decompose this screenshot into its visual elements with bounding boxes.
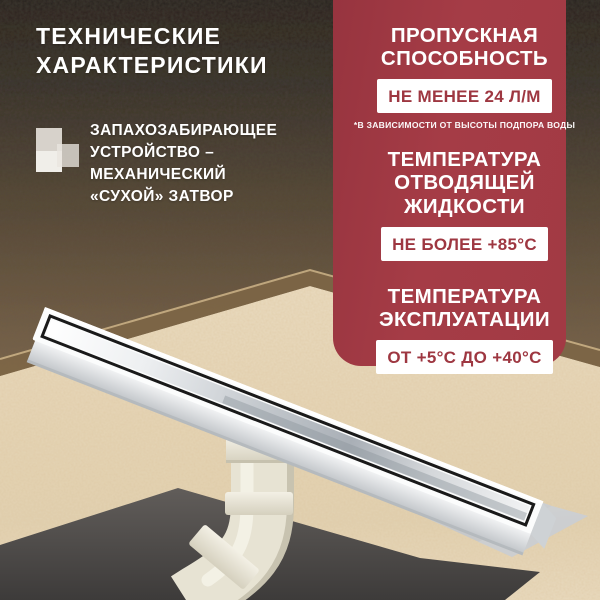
page-title — [36, 22, 268, 80]
spec-flow-capacity — [353, 24, 576, 131]
spec-heading: ТЕМПЕРАТУРА ЭКСПЛУАТАЦИИ — [378, 284, 551, 331]
spec-heading: ПРОПУСКНАЯ СПОСОБНОСТЬ — [380, 24, 549, 71]
spec-footnote: *В ЗАВИСИМОСТИ ОТ ВЫСОТЫ ПОДПОРА ВОДЫ — [353, 120, 576, 131]
spec-value-badge: НЕ МЕНЕЕ 24 Л/М — [377, 79, 551, 113]
spec-operating-temperature — [377, 285, 552, 374]
spec-heading: ТЕМПЕРАТУРА ОТВОДЯЩЕЙ ЖИДКОСТИ — [387, 148, 542, 218]
feature-text-line: УСТРОЙСТВО – — [90, 144, 215, 161]
feature-text-line: МЕХАНИЧЕСКИЙ — [90, 166, 227, 183]
dry-trap-icon — [30, 126, 78, 174]
page-title-line1: ТЕХНИЧЕСКИЕ — [36, 23, 222, 49]
feature-text-line: «СУХОЙ» ЗАТВОР — [90, 188, 234, 205]
spec-value-badge: НЕ БОЛЕЕ +85°С — [381, 227, 548, 261]
spec-liquid-temperature — [377, 148, 552, 260]
specs-panel — [333, 0, 576, 368]
spec-value-badge: ОТ +5°С ДО +40°С — [376, 340, 552, 374]
pipe-collar-mid — [225, 492, 293, 515]
feature-text-line: ЗАПАХОЗАБИРАЮЩЕЕ — [90, 122, 278, 139]
feature-dry-trap — [30, 120, 277, 208]
page-title-line2: ХАРАКТЕРИСТИКИ — [36, 52, 268, 78]
feature-text — [90, 120, 277, 208]
dry-trap-icon-square-overlay — [57, 144, 79, 167]
